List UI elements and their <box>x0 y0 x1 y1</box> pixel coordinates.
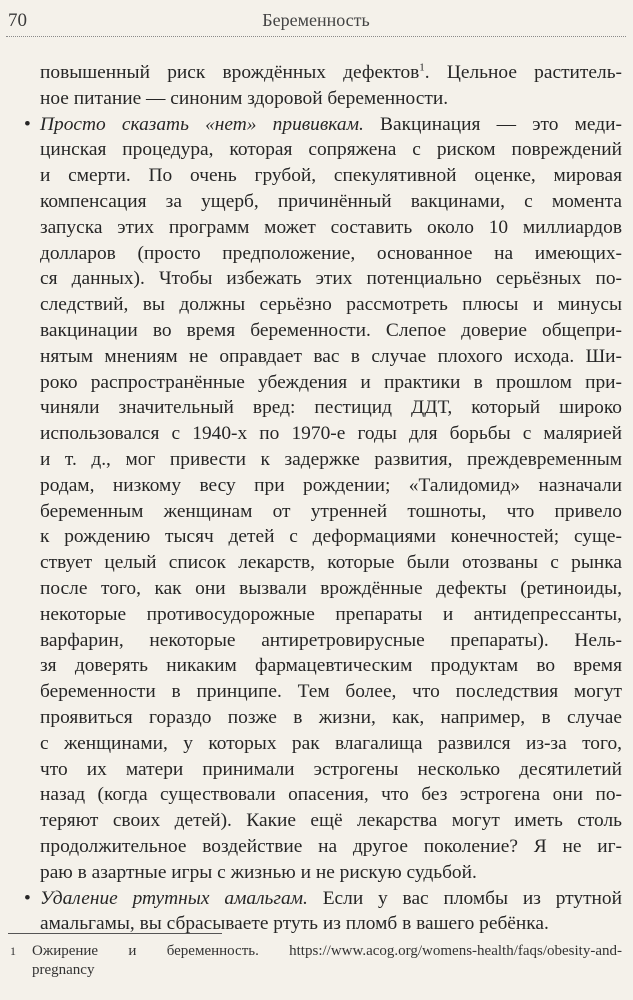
text-line: к рождению тысяч детей с деформациями конечностей; суще- <box>40 526 622 548</box>
text-line: компенсация за ущерб, причинённый вакцинами, с момента <box>40 190 622 212</box>
bullet-marker: • <box>24 887 31 909</box>
text-line: что их матери принимали эстрогены несколько десятилетий <box>40 758 622 780</box>
footnote <box>8 942 622 980</box>
text-line: теряют своих детей). Какие ещё лекарства могут иметь столь <box>40 810 622 832</box>
footnote-divider <box>8 933 222 934</box>
text-line: беременности в принципе. Тем более, что последствия могут <box>40 681 622 703</box>
page-number: 70 <box>8 10 27 31</box>
footnote-line[interactable]: Ожирение и беременность. https://www.acog.org/womens-health/faqs/obesity-and- <box>32 943 622 959</box>
running-header <box>6 6 626 37</box>
text-line: назад (когда существовали опасения, что без эстрогена они по- <box>40 784 622 806</box>
text-line: беременным женщинам от утренней тошноты, что привело <box>40 500 622 522</box>
text-line: и смерти. По очень грубой, спекулятивной оценке, мировая <box>40 165 622 187</box>
text-line: амальгамы, вы сбрасываете ртуть из пломб в вашего ребёнка. <box>40 913 549 935</box>
text-line: использовался с 1940-х по 1970-е годы для борьбы с малярией <box>40 423 622 445</box>
bullet-lead: Удаление ртутных амальгам. <box>40 887 308 909</box>
text-line: запуска этих программ может составить около 10 миллиардов <box>40 216 622 238</box>
footnote-text <box>8 942 622 980</box>
text-line: ное питание — синоним здоровой беременности. <box>40 87 449 109</box>
text-line: некоторые противосудорожные препараты и антидепрессанты, <box>40 603 622 625</box>
bullet-item-vaccination <box>24 112 622 886</box>
footnote-reference[interactable]: 1 <box>419 61 425 74</box>
footnote-number: 1 <box>10 944 16 958</box>
bullet-marker: • <box>24 113 31 135</box>
text-line: после того, как они вызвали врождённые дефекты (ретиноиды, <box>40 577 622 599</box>
text-line: Просто сказать «нет» прививкам. Вакцинация — это меди- <box>40 113 622 135</box>
text-line: нятым мнениям не оправдает вас в случае плохого исхода. Ши- <box>40 345 622 367</box>
text-line: Удаление ртутных амальгам. Если у вас пломбы из ртутной <box>40 887 622 909</box>
running-title: Беременность <box>262 10 370 30</box>
text-line: и т. д., мог привести к задержке развития, преждевременным <box>40 448 622 470</box>
text-line: ствует целый список лекарств, которые были отозваны с рынка <box>40 552 622 574</box>
bullet-lead: Просто сказать «нет» прививкам. <box>40 113 364 135</box>
text-line: вакцинации во время беременности. Слепое доверие общепри- <box>40 319 622 341</box>
text-line: зя доверять никаким фармацевтическим продуктам во время <box>40 655 622 677</box>
text-line: продолжительное воздействие на другое поколение? Я не иг- <box>40 835 622 857</box>
text-line: роко распространённые убеждения и практики в прошлом при- <box>40 371 622 393</box>
text-line: чиняли значительный вред: пестицид ДДТ, который широко <box>40 397 622 419</box>
text-line: следствий, вы должны серьёзно рассмотреть плюсы и минусы <box>40 294 622 316</box>
text-line: повышенный риск врождённых дефектов$^1$. Цельное раститель- <box>40 61 622 83</box>
intro-paragraph <box>40 60 622 112</box>
bullet-item-amalgam <box>24 886 622 938</box>
text-line: родам, низкому весу при рождении; «Талидомид» назначали <box>40 474 622 496</box>
text-line: варфарин, некоторые антиретровирусные препараты). Нель- <box>40 629 622 651</box>
text-line: ся данных). Чтобы избежать этих потенциально серьёзных по- <box>40 268 622 290</box>
text-line: цинская процедура, которая сопряжена с риском повреждений <box>40 139 622 161</box>
text-line: раю в азартные игры с жизнью и не рискую судьбой. <box>40 861 477 883</box>
footnote-line[interactable]: pregnancy <box>32 962 95 978</box>
body-text <box>24 60 622 937</box>
text-line: проявиться гораздо позже в жизни, как, например, в случае <box>40 706 622 728</box>
text-line: долларов (просто предположение, основанное на имеющих- <box>40 242 622 264</box>
text-line: с женщинами, у которых рак влагалища развился из-за того, <box>40 732 622 754</box>
